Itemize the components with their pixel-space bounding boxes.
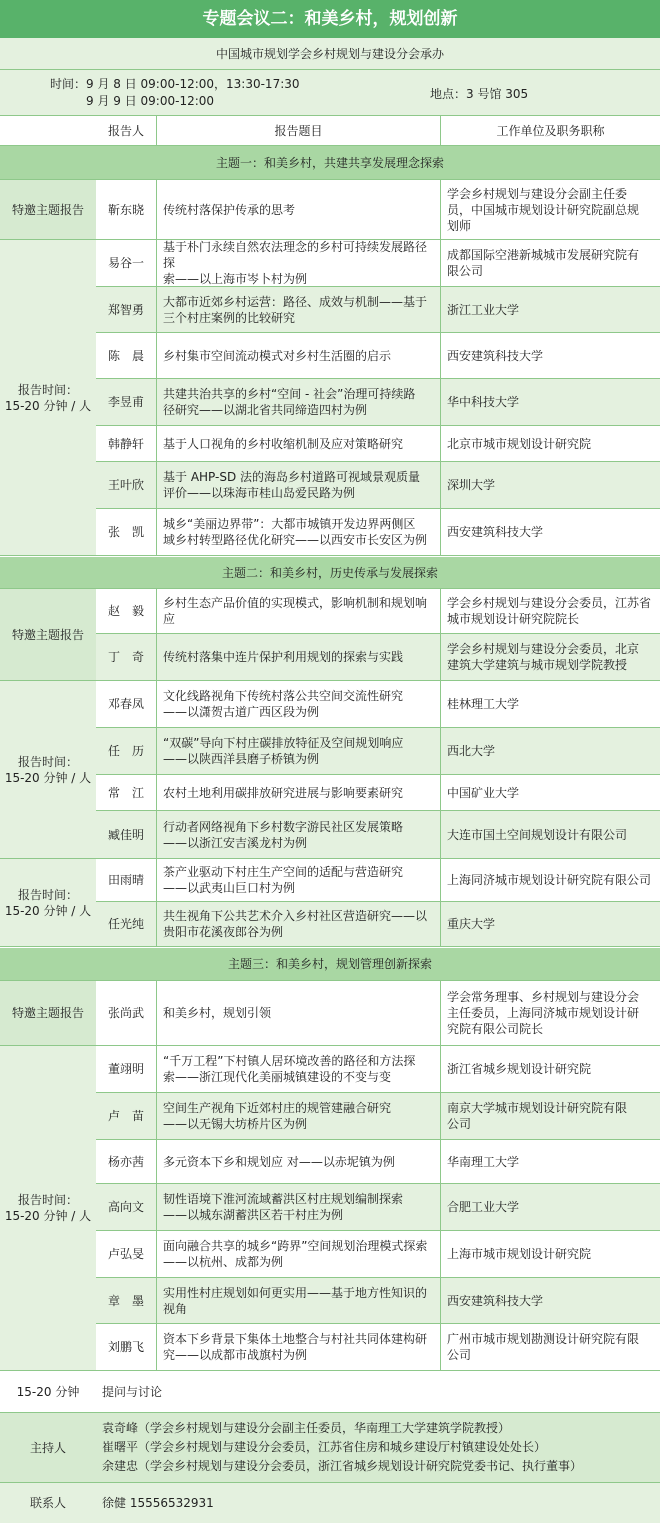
text-line: 上海同济城市规划设计研究院有限公司 — [447, 873, 652, 887]
work-unit-text — [447, 302, 519, 318]
host-label: 主持人 — [29, 1440, 66, 1455]
report-title-text — [163, 649, 403, 665]
text-line: 成都国际空港新城城市发展研究院有 — [447, 248, 640, 262]
report-group-label — [0, 981, 96, 1046]
work-unit-text — [447, 872, 651, 888]
work-unit — [440, 589, 660, 633]
text-line: 浙江省城乡规划设计研究院 — [447, 1062, 592, 1076]
text-line: 大连市国土空间规划设计有限公司 — [447, 827, 628, 842]
table-row — [0, 333, 660, 379]
work-unit — [440, 681, 660, 727]
speaker-name: 李昱甫 — [107, 395, 144, 409]
page-title: 专题会议二：和美乡村，规划创新 — [0, 0, 660, 38]
work-unit-text — [447, 247, 639, 279]
text-line: 贵阳市花溪夜郎谷为例 — [163, 925, 284, 939]
host-text — [102, 1419, 582, 1476]
report-title — [156, 426, 440, 461]
text-line: 余建忠（学会乡村规划与建设分会委员，浙江省城乡规划设计研究院党委书记、执行董事） — [102, 1459, 583, 1473]
text-line: 西安建筑科技大学 — [447, 348, 544, 363]
report-title — [156, 1046, 440, 1092]
report-title — [156, 1140, 440, 1183]
text-line: 基于人口视角的乡村收缩机制及应对策略研究 — [163, 436, 404, 451]
work-unit-text — [447, 1331, 639, 1363]
work-unit — [440, 426, 660, 461]
text-line: ——以潇贺古道广西区段为例 — [163, 705, 320, 719]
report-title — [156, 1184, 440, 1230]
report-title — [156, 811, 440, 858]
report-title-text — [163, 908, 427, 940]
report-group-label — [0, 180, 96, 240]
report-title — [156, 981, 440, 1045]
report-title-text — [163, 864, 403, 896]
report-title — [156, 1278, 440, 1323]
report-title-text — [163, 469, 420, 501]
speaker-name: 卢弘旻 — [107, 1247, 144, 1261]
work-unit-text — [447, 827, 627, 843]
theme-heading: 主题三：和美乡村，规划管理创新探索 — [0, 948, 660, 981]
report-title-text — [163, 1005, 271, 1021]
text-line: ——以城东湖蓄洪区若干村庄为例 — [163, 1208, 344, 1222]
table-row — [0, 426, 660, 462]
text-line: ——以无锡大坊桥片区为例 — [163, 1117, 308, 1131]
text-line: 15-20 分钟 / 人 — [4, 1209, 92, 1223]
report-title-text — [163, 240, 436, 286]
table-row — [0, 1278, 660, 1324]
text-line: 索——浙江现代化美丽城镇建设的不变与变 — [163, 1070, 392, 1084]
col-speaker: 报告人 — [107, 124, 144, 138]
text-line: ——以陕西洋县磨子桥镇为例 — [163, 752, 320, 766]
discussion-row — [0, 1371, 660, 1413]
work-unit — [440, 728, 660, 774]
table-row — [0, 811, 660, 859]
report-title-text — [163, 1053, 415, 1085]
work-unit — [440, 1140, 660, 1183]
text-line: 共建共治共享的乡村“空间 - 社会”治理可持续路 — [163, 387, 416, 401]
report-title-text — [163, 819, 403, 851]
contact-label: 联系人 — [29, 1496, 66, 1510]
text-line: 南京大学城市规划设计研究院有限 — [447, 1101, 628, 1115]
text-line: 崔曙平（学会乡村规划与建设分会委员，江苏省住房和城乡建设厅村镇建设处处长） — [102, 1440, 547, 1454]
text-line: 行动者网络视角下乡村数字游民社区发展策略 — [163, 819, 404, 834]
table-row — [0, 589, 660, 634]
speaker-name: 王叶欣 — [107, 478, 144, 492]
speaker-name: 常 江 — [107, 785, 144, 800]
work-unit-text — [447, 1154, 519, 1170]
text-line: 西安建筑科技大学 — [447, 525, 544, 539]
report-title-text — [163, 386, 415, 418]
text-line: 华南理工大学 — [447, 1154, 520, 1169]
group-label-text — [12, 1005, 84, 1021]
group-label-text — [5, 382, 91, 414]
text-line: 主任委员，上海同济城市规划设计研 — [447, 1006, 640, 1020]
speaker-name: 靳东晓 — [107, 202, 144, 217]
text-line: 学会乡村规划与建设分会副主任委 — [447, 186, 628, 201]
speaker-name: 易谷一 — [107, 256, 144, 270]
work-unit-text — [447, 989, 639, 1037]
work-unit — [440, 1324, 660, 1370]
speaker-name: 任光纯 — [107, 917, 144, 931]
text-line: 特邀主题报告 — [11, 202, 84, 217]
col-unit: 工作单位及职务职称 — [440, 116, 660, 146]
text-line: 三个村庄案例的比较研究 — [163, 310, 296, 325]
text-line: 15-20 分钟 / 人 — [4, 398, 92, 413]
location: 地点：3 号馆 305 — [430, 87, 529, 101]
work-unit — [440, 240, 660, 286]
text-line: ——以浙江安吉溪龙村为例 — [163, 835, 308, 850]
work-unit — [440, 180, 660, 239]
contact-value: 徐健 15556532931 — [102, 1496, 214, 1510]
speaker-name: 卢 苗 — [107, 1109, 144, 1123]
speaker-name: 丁 奇 — [107, 650, 144, 664]
text-line: 报告时间： — [17, 382, 78, 397]
text-line: 传统村落保护传承的思考 — [163, 202, 296, 217]
speaker-name: 郑智勇 — [107, 302, 144, 317]
text-line: 西北大学 — [447, 744, 496, 758]
work-unit — [440, 1046, 660, 1092]
report-title — [156, 1231, 440, 1277]
work-unit-text — [447, 743, 495, 759]
work-unit-text — [447, 477, 495, 493]
text-line: 桂林理工大学 — [447, 697, 520, 711]
report-group-label — [0, 589, 96, 681]
text-line: 深圳大学 — [447, 478, 496, 492]
speaker-name: 任 历 — [107, 744, 144, 758]
work-unit-text — [447, 186, 639, 234]
speaker-name: 张尚武 — [107, 1006, 144, 1020]
text-line: 基于 AHP-SD 法的海岛乡村道路可视域景观质量 — [163, 470, 421, 484]
text-line: 农村土地利用碳排放研究进展与影响要素研究 — [163, 785, 404, 800]
work-unit-text — [447, 595, 651, 627]
text-line: 重庆大学 — [447, 917, 496, 931]
text-line: 华中科技大学 — [447, 395, 520, 409]
text-line: 城乡“美丽边界带”：大都市城镇开发边界两侧区 — [163, 517, 416, 531]
report-title — [156, 333, 440, 378]
report-title-text — [163, 294, 427, 326]
report-group-label — [0, 1046, 96, 1371]
speaker-name: 刘鹏飞 — [107, 1340, 144, 1354]
text-line: ——以武夷山巨口村为例 — [163, 881, 296, 895]
work-unit-text — [447, 436, 591, 452]
text-line: 广州市城市规划勘测设计研究院有限 — [447, 1332, 640, 1346]
text-line: 15-20 分钟 / 人 — [4, 770, 92, 785]
report-group-label — [0, 859, 96, 947]
table-row — [0, 902, 660, 947]
report-title — [156, 180, 440, 239]
report-title-text — [163, 735, 403, 767]
report-title — [156, 728, 440, 774]
work-unit-text — [447, 641, 639, 673]
report-title-text — [163, 1285, 427, 1317]
theme-heading: 主题二：和美乡村，历史传承与发展探索 — [0, 557, 660, 589]
group-label-text — [12, 627, 84, 643]
time-info: 时间：9 月 8 日 09:00-12:00，13:30-17:30 9 月 9 日 09:00-12:00 — [50, 77, 300, 108]
text-line: 合肥工业大学 — [447, 1200, 520, 1214]
text-line: 基于朴门永续自然农法理念的乡村可持续发展路径探 — [163, 240, 428, 270]
text-line: 域乡村转型路径优化研究——以西安市长安区为例 — [163, 533, 428, 547]
work-unit-text — [447, 696, 519, 712]
report-title-text — [163, 1331, 427, 1363]
text-line: 文化线路视角下传统村落公共空间交流性研究 — [163, 689, 404, 703]
text-line: 学会乡村规划与建设分会委员，江苏省 — [447, 596, 652, 610]
text-line: 报告时间： — [17, 1193, 78, 1207]
table-row — [0, 728, 660, 775]
report-title — [156, 859, 440, 901]
table-row — [0, 1046, 660, 1093]
text-line: 视角 — [163, 1301, 188, 1316]
work-unit — [440, 379, 660, 425]
speaker-name: 杨亦茜 — [107, 1154, 144, 1169]
table-row — [0, 634, 660, 681]
work-unit-text — [447, 394, 519, 410]
text-line: 径研究——以湖北省共同缔造四村为例 — [163, 403, 368, 417]
discussion-label: 提问与讨论 — [102, 1384, 163, 1399]
work-unit — [440, 981, 660, 1045]
speaker-name: 张 凯 — [107, 525, 144, 539]
text-line: 究院有限公司院长 — [447, 1022, 544, 1036]
text-line: 茶产业驱动下村庄生产空间的适配与营造研究 — [163, 865, 404, 879]
speaker-name: 韩静轩 — [107, 436, 144, 451]
text-line: 乡村集市空间流动模式对乡村生活圈的启示 — [163, 348, 392, 363]
group-label-text — [5, 754, 91, 786]
table-row — [0, 462, 660, 509]
text-line: 15-20 分钟 / 人 — [4, 903, 92, 918]
report-title-text — [163, 688, 403, 720]
text-line: 共生视角下公共艺术介入乡村社区营造研究——以 — [163, 909, 428, 923]
organizer: 中国城市规划学会乡村规划与建设分会承办 — [0, 38, 660, 70]
table-row — [0, 1324, 660, 1371]
table-row — [0, 240, 660, 287]
text-line: 空间生产视角下近郊村庄的规管建融合研究 — [163, 1101, 392, 1115]
report-group-label — [0, 240, 96, 556]
report-title-text — [163, 202, 295, 218]
report-title-text — [163, 1154, 395, 1170]
work-unit-text — [447, 1061, 591, 1077]
text-line: ——以杭州、成都为例 — [163, 1255, 284, 1269]
table-row — [0, 1093, 660, 1140]
text-line: 限公司 — [447, 264, 484, 278]
report-title-text — [163, 348, 391, 364]
theme-heading: 主题一：和美乡村，共建共享发展理念探索 — [0, 146, 660, 180]
report-title-text — [163, 1238, 427, 1270]
text-line: 特邀主题报告 — [11, 627, 84, 642]
table-row — [0, 681, 660, 728]
table-row — [0, 509, 660, 556]
text-line: 韧性语境下淮河流域蓄洪区村庄规划编制探索 — [163, 1192, 404, 1206]
text-line: 评价——以珠海市桂山岛爱民路为例 — [163, 486, 356, 500]
work-unit-text — [447, 1293, 543, 1309]
report-title — [156, 681, 440, 727]
work-unit-text — [447, 348, 543, 364]
text-line: 多元资本下乡和规划应 对——以赤坭镇为例 — [163, 1154, 395, 1169]
report-title — [156, 462, 440, 508]
text-line: 员，中国城市规划设计研究院副总规 — [447, 202, 640, 217]
text-line: 上海市城市规划设计研究院 — [447, 1247, 592, 1261]
col-title: 报告题目 — [156, 116, 440, 146]
report-group-label — [0, 681, 96, 859]
text-line: 学会常务理事、乡村规划与建设分会 — [447, 990, 640, 1004]
work-unit — [440, 1184, 660, 1230]
work-unit — [440, 462, 660, 508]
text-line: 袁奇峰（学会乡村规划与建设分会副主任委员，华南理工大学建筑学院教授） — [102, 1421, 511, 1435]
text-line: 学会乡村规划与建设分会委员，北京 — [447, 642, 640, 656]
text-line: 和美乡村，规划引领 — [163, 1006, 272, 1020]
speaker-name: 臧佳明 — [107, 827, 144, 842]
report-title — [156, 287, 440, 332]
report-title — [156, 589, 440, 633]
report-title — [156, 1093, 440, 1139]
work-unit — [440, 1278, 660, 1323]
text-line: 大都市近郊乡村运营：路径、成效与机制——基于 — [163, 294, 428, 309]
table-row — [0, 1184, 660, 1231]
report-title-text — [163, 785, 403, 801]
speaker-name: 邓春凤 — [107, 697, 144, 711]
text-line: 中国矿业大学 — [447, 785, 520, 800]
text-line: 资本下乡背景下集体土地整合与村社共同体建构研 — [163, 1332, 428, 1346]
table-row — [0, 180, 660, 240]
text-line: 索——以上海市岑卜村为例 — [163, 272, 308, 286]
text-line: 北京市城市规划设计研究院 — [447, 436, 592, 451]
report-title — [156, 902, 440, 946]
work-unit — [440, 1231, 660, 1277]
text-line: 浙江工业大学 — [447, 302, 520, 317]
text-line: 划师 — [447, 218, 472, 233]
speaker-name: 田雨晴 — [107, 873, 144, 887]
time-location-row — [0, 70, 660, 116]
report-title — [156, 1324, 440, 1370]
table-row — [0, 287, 660, 333]
report-title-text — [163, 1100, 391, 1132]
report-title-text — [163, 436, 403, 452]
table-row — [0, 1231, 660, 1278]
report-title — [156, 379, 440, 425]
speaker-name: 高向文 — [107, 1200, 144, 1214]
text-line: 公司 — [447, 1348, 472, 1362]
text-line: 究——以成都市战旗村为例 — [163, 1348, 308, 1362]
work-unit — [440, 859, 660, 901]
table-row — [0, 1140, 660, 1184]
text-line: 西安建筑科技大学 — [447, 1293, 544, 1308]
table-row — [0, 775, 660, 811]
text-line: 建筑大学建筑与城市规划学院教授 — [447, 658, 628, 672]
group-label-text — [5, 887, 91, 919]
text-line: 实用性村庄规划如何更实用——基于地方性知识的 — [163, 1285, 428, 1300]
text-line: 公司 — [447, 1117, 472, 1131]
text-line: “双碳”导向下村庄碳排放特征及空间规划响应 — [163, 736, 404, 750]
text-line: 城市规划设计研究院院长 — [447, 612, 580, 626]
work-unit — [440, 902, 660, 946]
column-header-row — [0, 116, 660, 146]
group-label-text — [12, 202, 84, 218]
report-title-text — [163, 595, 436, 627]
report-title — [156, 509, 440, 555]
work-unit-text — [447, 524, 543, 540]
text-line: 面向融合共享的城乡“跨界”空间规划治理模式探索 — [163, 1239, 428, 1253]
discussion-time: 15-20 分钟 — [16, 1384, 80, 1399]
work-unit — [440, 333, 660, 378]
work-unit — [440, 509, 660, 555]
text-line: “千万工程”下村镇人居环境改善的路径和方法探 — [163, 1054, 416, 1068]
contact-row — [0, 1483, 660, 1523]
speaker-name: 董翊明 — [107, 1062, 144, 1076]
text-line: 报告时间： — [17, 887, 78, 902]
report-title — [156, 634, 440, 680]
text-line: 乡村生态产品价值的实现模式，影响机制和规划响应 — [163, 596, 428, 626]
report-title-text — [163, 516, 427, 548]
work-unit-text — [447, 916, 495, 932]
speaker-name: 陈 晨 — [107, 348, 144, 363]
report-title-text — [163, 1191, 403, 1223]
table-row — [0, 859, 660, 902]
work-unit-text — [447, 1246, 591, 1262]
group-label-text — [5, 1192, 91, 1224]
text-line: 报告时间： — [17, 754, 78, 769]
work-unit — [440, 775, 660, 810]
work-unit-text — [447, 1199, 519, 1215]
table-row — [0, 379, 660, 426]
speaker-name: 章 墨 — [107, 1293, 144, 1308]
work-unit — [440, 1093, 660, 1139]
report-title — [156, 240, 440, 286]
work-unit-text — [447, 1100, 627, 1132]
speaker-name: 赵 毅 — [107, 604, 144, 618]
work-unit — [440, 287, 660, 332]
work-unit — [440, 634, 660, 680]
work-unit — [440, 811, 660, 858]
work-unit-text — [447, 785, 519, 801]
text-line: 特邀主题报告 — [11, 1006, 84, 1020]
report-title — [156, 775, 440, 810]
table-row — [0, 981, 660, 1046]
host-row — [0, 1413, 660, 1483]
text-line: 传统村落集中连片保护利用规划的探索与实践 — [163, 650, 404, 664]
host-list — [96, 1413, 660, 1482]
